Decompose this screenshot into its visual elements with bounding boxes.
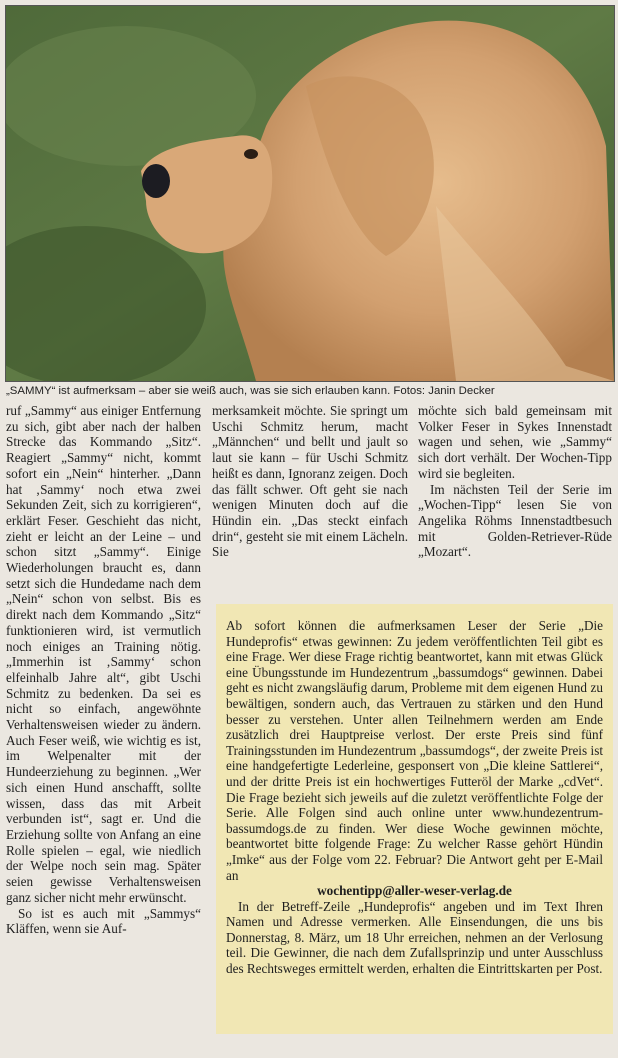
- dog-photo-icon: [6, 6, 614, 381]
- article-paragraph: ruf „Sammy“ aus einiger Entfernung zu sich, gibt aber nach der halben Strecke das Kommando „Sitz“. Reagiert „Sammy“ nicht, kommt sofort ein „Nein“ hinterher. „Dann hat ‚Sammy‘ noch etwa zwei Sekunden Zeit, sich zu korrigieren“, erklärt Feser. Geschieht das nicht, zieht er leicht an der Leine – und schon sitzt „Sammy“. Einige Wiederholungen braucht es, dann setzt sich die Hundedame nach dem „Nein“ schon von selbst. Bis es direkt nach dem Kommando „Sitz“ funktionieren wird, ist vermutlich noch einiges an Training nötig. „Immerhin ist ‚Sammy‘ schon elfeinhalb Jahre alt“, gibt Uschi Schmitz zu bedenken. Da sei es nicht so einfach, angewöhnte Verhaltensweisen wieder zu ändern. Auch Feser weiß, wie wichtig es ist, im Welpenalter mit der Hundeerziehung zu beginnen. „Wer sich einen Hund anschafft, sollte wissen, dass das mit Arbeit verbunden ist“, sagt er. Und die Erziehung sollte von Anfang an eine Rolle spielen – egal, wie niedlich der Welpe noch sein mag. Später seien gewisse Verhaltensweisen ganz sicher nicht mehr erwünscht.: [6, 403, 201, 905]
- article-paragraph: möchte sich bald gemeinsam mit Volker Feser in Sykes Innenstadt wagen und sehen, wie „Sammy“ sich dort verhält. Der Wochen-Tipp wird sie begleiten.: [418, 403, 612, 481]
- photo-caption: „SAMMY“ ist aufmerksam – aber sie weiß auch, was sie sich erlauben kann. Fotos: Janin Decker: [6, 385, 495, 397]
- article-column-1: [6, 403, 201, 1053]
- article-paragraph: Im nächsten Teil der Serie im „Wochen-Tipp“ lesen Sie von Angelika Röhms Innenstadtbesuch mit Golden-Retriever-Rüde „Mozart“.: [418, 481, 612, 560]
- article-paragraph: merksamkeit möchte. Sie springt um Uschi Schmitz herum, macht „Männchen“ und bellt und jault so laut sie kann – für Uschi Schmitz heißt es dann, Ignoranz zeigen. Doch das fällt schwer. Oft geht sie nach wenigen Minuten doch auf die Hündin ein. „Das steckt einfach drin“, gesteht sie mit einem Lächeln. Sie: [212, 403, 408, 560]
- article-column-3: [418, 403, 612, 591]
- dog-photo: [5, 5, 615, 382]
- contest-email: wochentipp@aller-weser-verlag.de: [317, 883, 512, 899]
- article-paragraph: So ist es auch mit „Sammys“ Kläffen, wenn sie Auf-: [6, 905, 201, 937]
- contest-instructions: In der Betreff-Zeile „Hundeprofis“ angeben und im Text Ihren Namen und Adresse vermerken. Alle Einsendungen, die uns bis Donnerstag, 8. März, um 18 Uhr erreichen, nehmen an der Verlosung teil. Die Gewinner, die nach dem Zufallsprinzip und unter Ausschluss des Rechtsweges ermittelt werden, erhalten die Eintrittskarten per Post.: [226, 898, 603, 977]
- contest-text: Ab sofort können die aufmerksamen Leser der Serie „Die Hundeprofis“ etwas gewinnen: Zu jedem veröffentlichten Teil gibt es eine Frage. Wer diese Frage richtig beantwortet, kann mit etwas Glück eine Übungsstunde im Hundezentrum „bassumdogs“ gewinnen. Dabei geht es nicht zwangsläufig darum, Probleme mit dem eigenen Hund zu bewältigen, sondern auch, das Vertrauen zu stärken und den Hund besser zu verstehen. Unter allen Teilnehmern werden am Ende zusätzlich drei Hauptpreise verlost. Der erste Preis sind fünf Trainingsstunden im Hundezentrum „bassumdogs“, der zweite Preis ist eine handgefertigte Lederleine, gesponsert von „Die kleine Sattlerei“, und der dritte Preis ist ein hochwertiges Futteröl der Marke „cdVet“. Die Frage bezieht sich jeweils auf die zuletzt veröffentlichte Folge der Serie. Alle Folgen sind auch online unter www.hundezentrum-bassumdogs.de zu finden. Wer diese Woche gewinnen möchte, beantwortet bitte folgende Frage: Zu welcher Rasse gehört Hündin „Imke“ aus der Folge vom 22. Februar? Die Antwort geht per E-Mail an: [226, 618, 603, 883]
- article-column-2: [212, 403, 408, 591]
- contest-box: [216, 604, 613, 1034]
